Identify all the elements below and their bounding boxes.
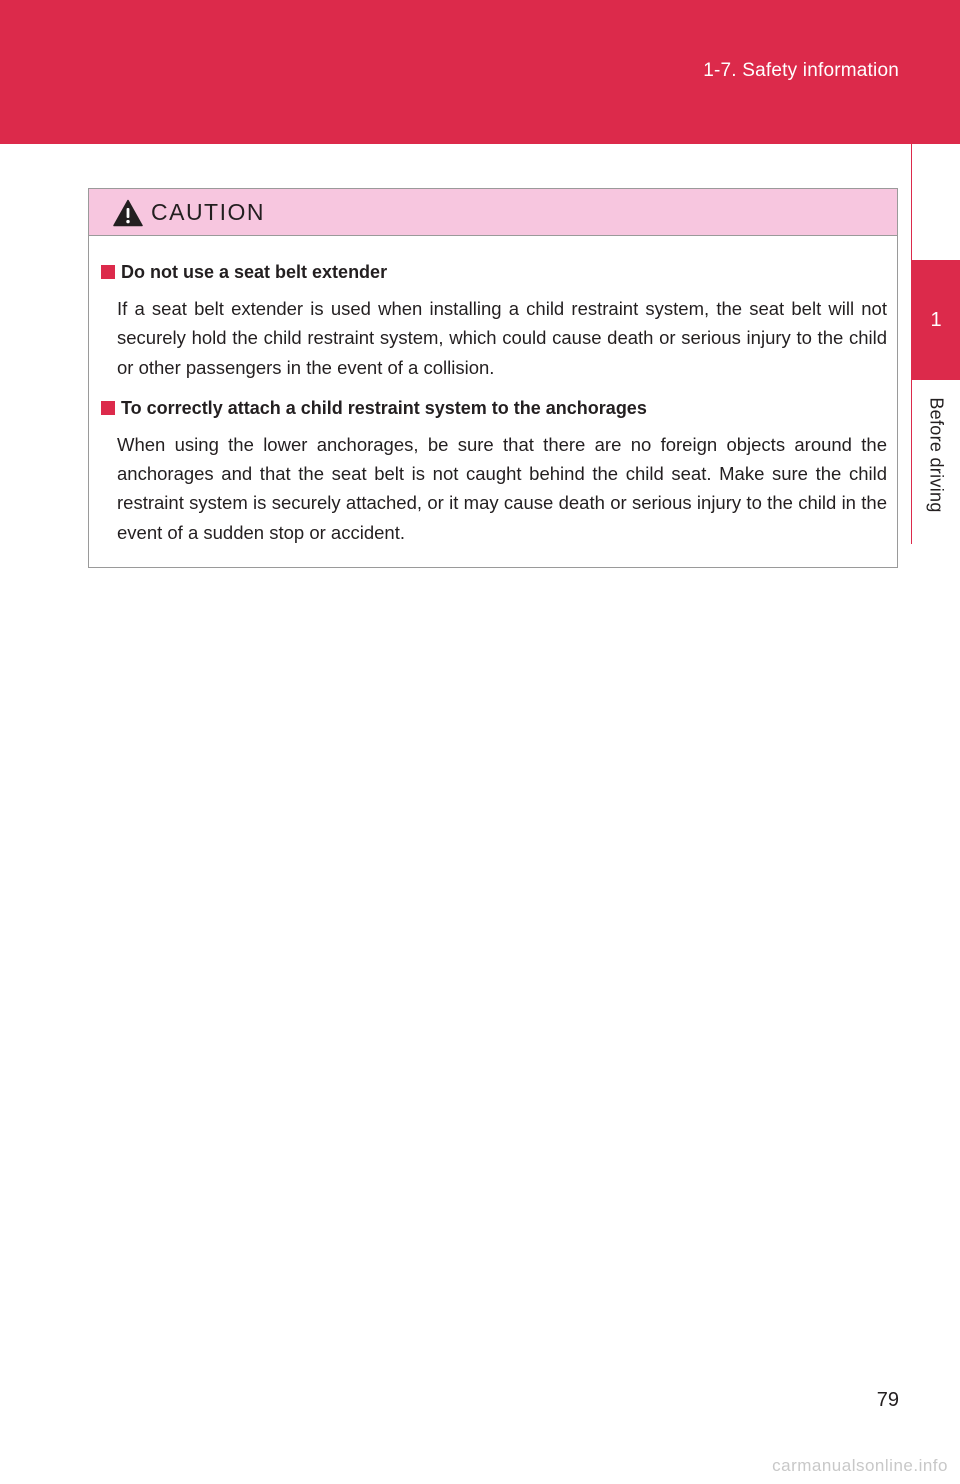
- square-bullet-icon: [101, 401, 115, 415]
- watermark: carmanualsonline.info: [772, 1456, 948, 1475]
- caution-item-text: If a seat belt extender is used when installing a child restraint system, the seat belt will not securely hold the child restraint system, which could cause death or serious injury to the child or other passengers in the event of a collision.: [117, 298, 887, 378]
- page-number: 79: [876, 1389, 899, 1411]
- caution-item-heading-text: Do not use a seat belt extender: [121, 262, 388, 282]
- caution-body: [89, 236, 897, 547]
- chapter-number: 1: [930, 309, 942, 331]
- chapter-tab[interactable]: [912, 260, 960, 380]
- caution-item-heading-text: To correctly attach a child restraint system to the anchorages: [121, 397, 647, 418]
- caution-item-heading: [101, 258, 887, 286]
- caution-item-text: When using the lower anchorages, be sure that there are no foreign objects around the anchorages and that the seat belt is not caught behind the child seat. Make sure the child restraint system is securely attached, or it may cause death or serious injury to the child in the event of a sudden stop or accident.: [117, 433, 887, 543]
- warning-triangle-icon: [113, 199, 143, 227]
- section-title: 1-7. Safety information: [703, 60, 899, 81]
- chapter-label: Before driving: [926, 397, 947, 513]
- caution-item: [101, 394, 887, 547]
- square-bullet-icon: [101, 265, 115, 279]
- caution-header: [89, 189, 897, 236]
- header-band: [0, 0, 960, 144]
- caution-box: [88, 188, 898, 568]
- caution-title: CAUTION: [151, 199, 265, 225]
- caution-item-heading: [101, 394, 887, 422]
- caution-item: [101, 258, 887, 382]
